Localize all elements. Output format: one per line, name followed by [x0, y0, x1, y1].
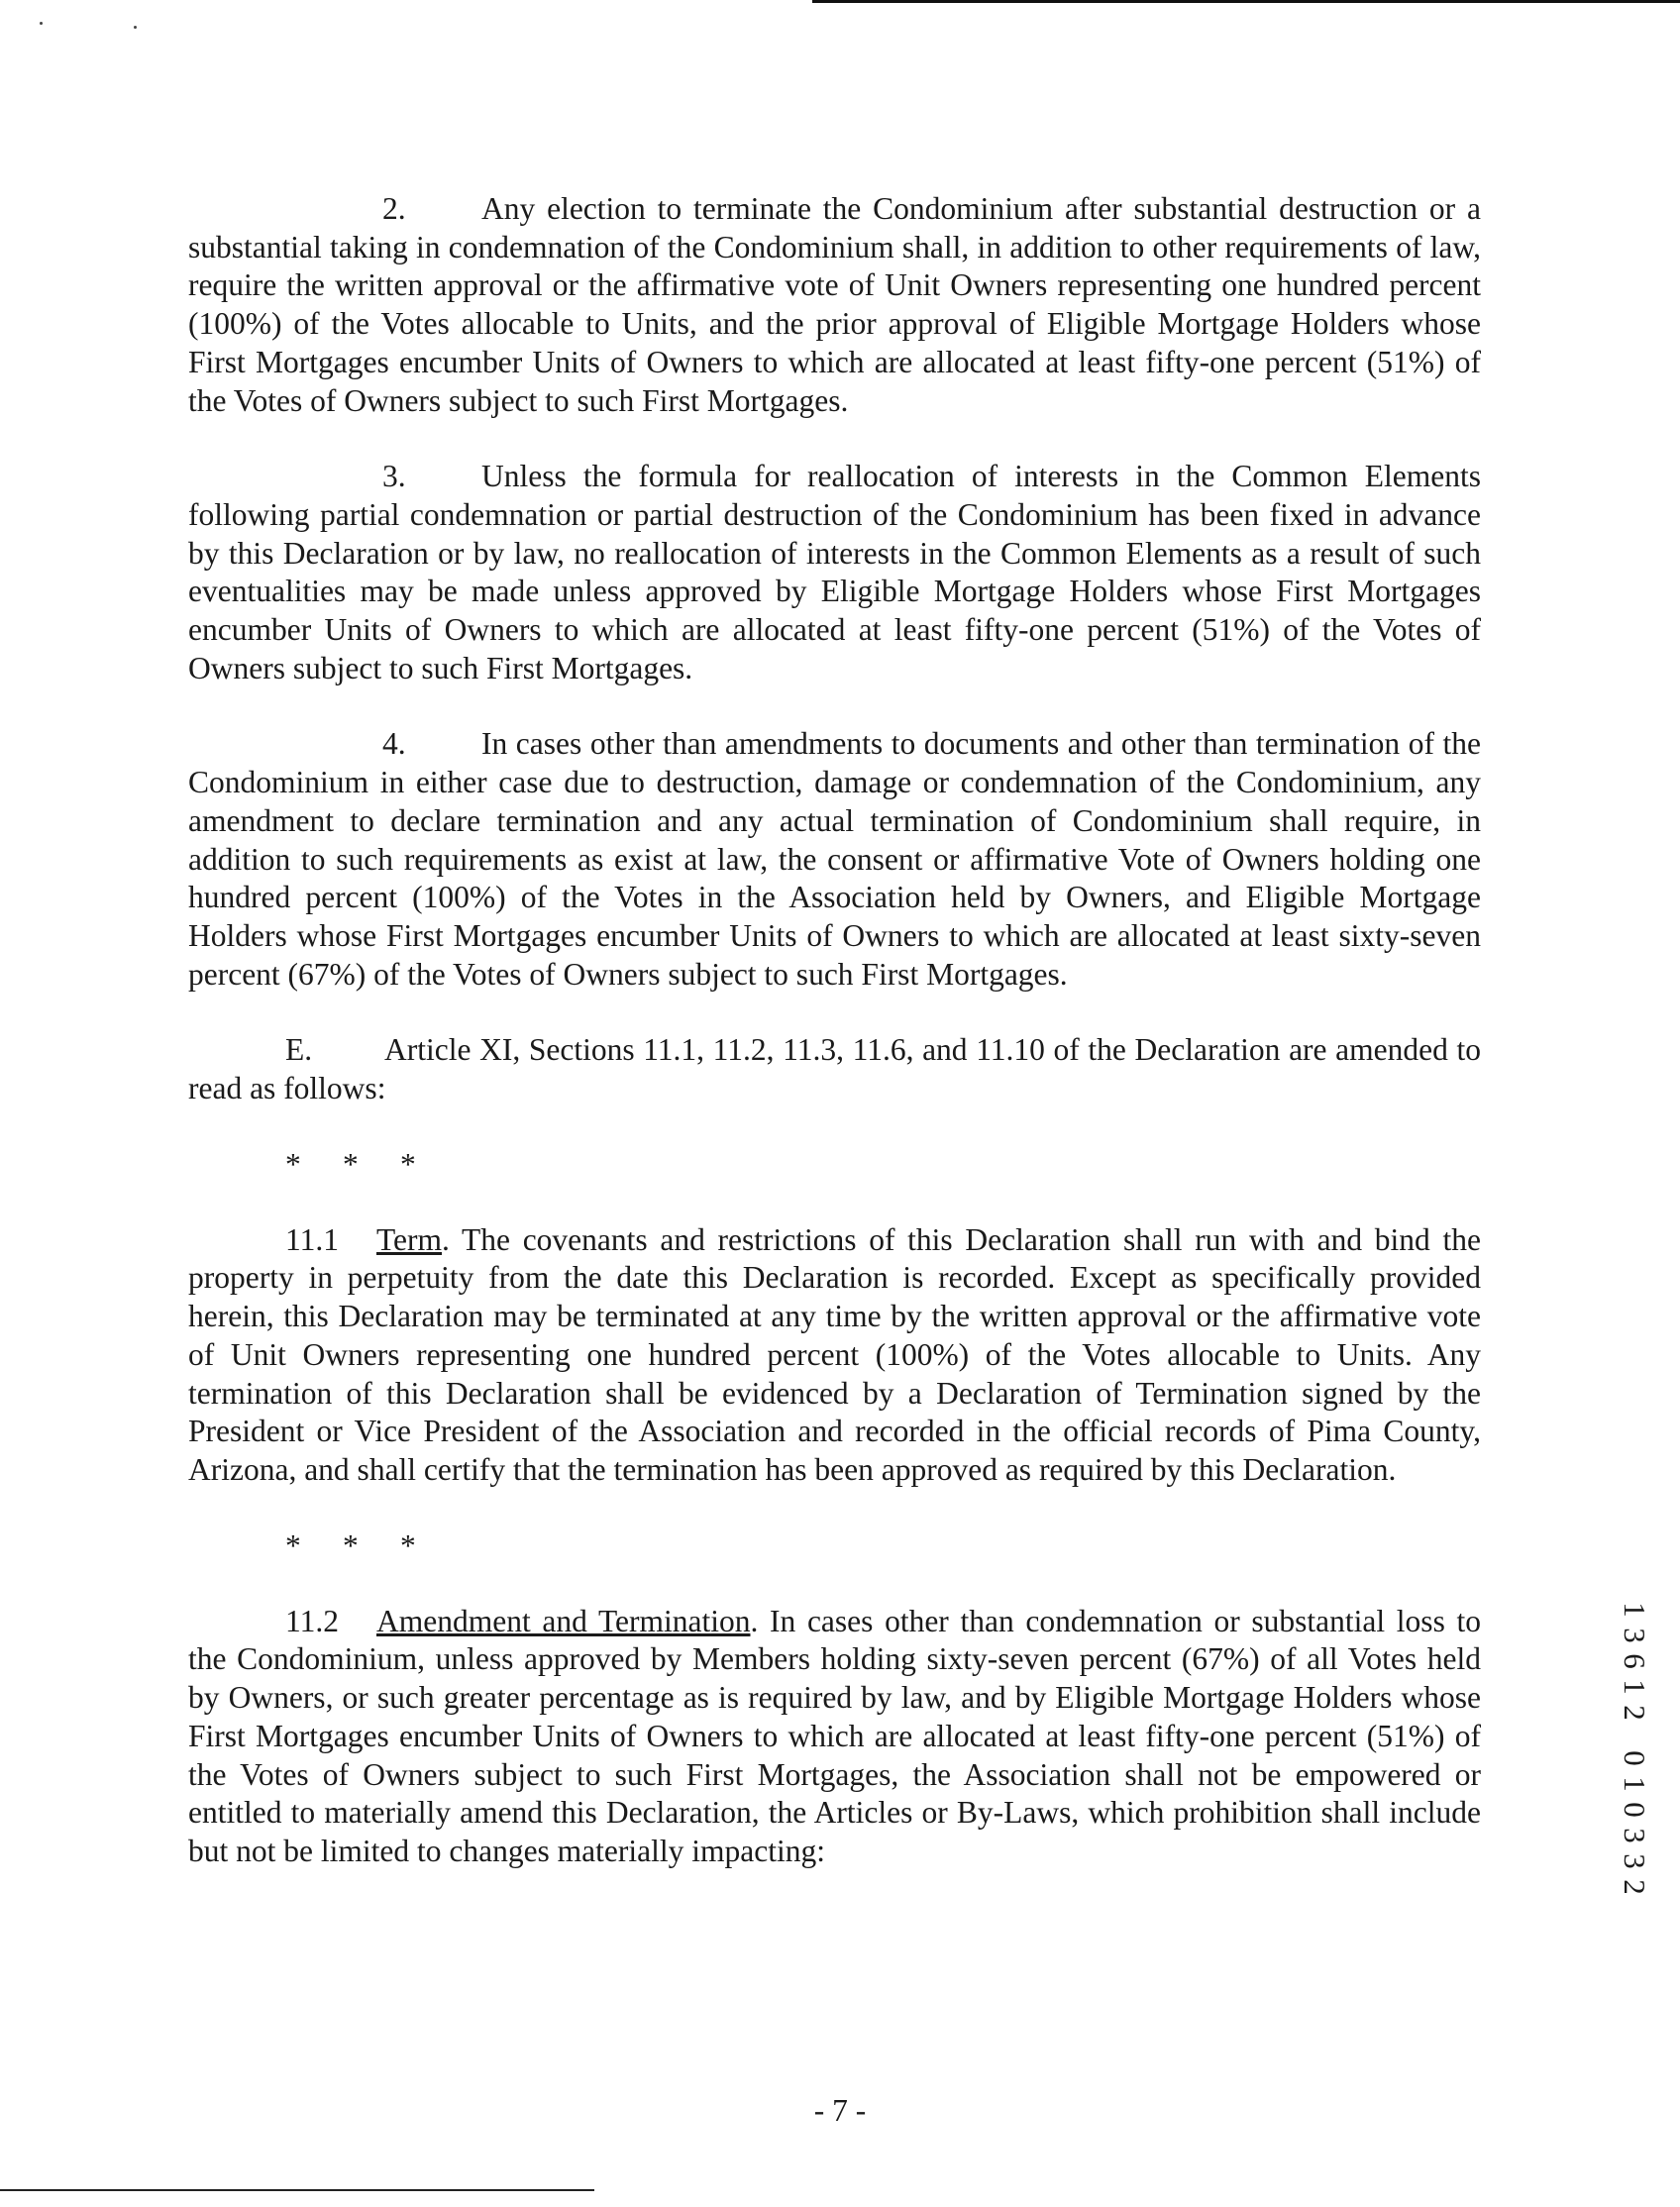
section-separator	[188, 1146, 1481, 1184]
paragraph-4	[188, 725, 1481, 994]
paragraph-text: Unless the formula for reallocation of interests in the Common Elements following partial condemnation or partial destruction of the Condominium has been fixed in advance by this Declaration or by law, no reallocation of interests in the Common Elements as a result of such eventualities may be made unless approved by Eligible Mortgage Holders whose First Mortgages encumber Units of Owners to which are allocated at least fifty-one percent (51%) of the Votes of Owners subject to such First Mortgages.	[188, 459, 1481, 685]
section-number: 11.1	[285, 1221, 339, 1257]
paragraph-number: 3.	[382, 459, 406, 494]
stamp-digit: 3	[1618, 1853, 1652, 1869]
scan-speck	[134, 26, 137, 29]
page-number: - 7 -	[813, 2093, 867, 2128]
paragraph-text: In cases other than amendments to documents and other than termination of the Condominium in either case due to destruction, damage or condemnation of the Condominium, any amendment to declare termination and any actual termination of Condominium shall require, in addition to such requirements as exist at law, the consent or affirmative Vote of Owners holding one hundred percent (100%) of the Votes in the Association held by Owners, and Eligible Mortgage Holders whose First Mortgages encumber Units of Owners to which are allocated at least sixty-seven percent (67%) of the Votes of Owners subject to such First Mortgages.	[188, 726, 1481, 992]
section-11-1	[188, 1221, 1481, 1490]
section-text: . In cases other than condemnation or substantial loss to the Condominium, unless approved by Members holding sixty-seven percent (67%) of all Votes held by Owners, or such greater percentage as is required by law, and by Eligible Mortgage Holders whose First Mortgages encumber Units of Owners to which are allocated at least fifty-one percent (51%) of the Votes of Owners subject to such First Mortgages, the Association shall not be empowered or entitled to materially amend this Declaration, the Articles or By-Laws, which prohibition shall include but not be limited to changes materially impacting:	[188, 1603, 1481, 1868]
top-scan-rule	[812, 0, 1680, 3]
section-heading: Term	[376, 1221, 443, 1257]
paragraph-2	[188, 190, 1481, 420]
asterisk: *	[343, 1146, 359, 1182]
bottom-scan-rule	[0, 2189, 594, 2191]
stamp-digit: 2	[1618, 1705, 1652, 1721]
section-separator	[188, 1527, 1481, 1565]
stamp-digit: 2	[1618, 1879, 1652, 1895]
paragraph-text: Any election to terminate the Condominium after substantial destruction or a substantial taking in condemnation of the Condominium shall, in addition to other requirements of law, require the written approval or the affirmative vote of Unit Owners representing one hundred percent (100%) of the Votes allocable to Units, and the prior approval of Eligible Mortgage Holders whose First Mortgages encumber Units of Owners to which are allocated at least fifty-one percent (51%) of the Votes of Owners subject to such First Mortgages.	[188, 191, 1481, 418]
asterisk: *	[285, 1527, 301, 1563]
stamp-digit: 0	[1618, 1802, 1652, 1818]
paragraph-number: 2.	[382, 191, 406, 226]
section-11-2	[188, 1603, 1481, 1871]
stamp-digit: 1	[1618, 1602, 1652, 1618]
paragraph-number: 4.	[382, 726, 406, 762]
stamp-digit: 3	[1618, 1628, 1652, 1643]
paragraph-letter: E.	[285, 1032, 313, 1068]
stamp-digit: 6	[1618, 1653, 1652, 1669]
asterisk: *	[285, 1146, 301, 1182]
recording-number-stamp	[1615, 1597, 1654, 1900]
stamp-digit: 1	[1618, 1776, 1652, 1792]
asterisk: *	[400, 1527, 416, 1563]
asterisk: *	[400, 1146, 416, 1182]
stamp-digit: 1	[1618, 1679, 1652, 1695]
asterisk: *	[343, 1527, 359, 1563]
document-body	[188, 190, 1481, 1909]
paragraph-3	[188, 458, 1481, 687]
section-text: . The covenants and restrictions of this Declaration shall run with and bind the property in perpetuity from the date this Declaration is recorded. Except as specifically provided herein, this Declaration may be terminated at any time by the written approval or the affirmative vote of Unit Owners representing one hundred percent (100%) of the Votes allocable to Units. Any termination of this Declaration shall be evidenced by a Declaration of Termination signed by the President or Vice President of the Association and recorded in the official records of Pima County, Arizona, and shall certify that the termination has been approved as required by this Declaration.	[188, 1221, 1481, 1487]
scan-speck	[40, 22, 43, 25]
section-number: 11.2	[285, 1603, 339, 1638]
paragraph-text: Article XI, Sections 11.1, 11.2, 11.3, 11.6, and 11.10 of the Declaration are amended to read as follows:	[188, 1032, 1481, 1106]
stamp-digit: 0	[1618, 1750, 1652, 1766]
stamp-digit: 3	[1618, 1828, 1652, 1843]
section-heading: Amendment and Termination	[376, 1603, 751, 1638]
paragraph-e	[188, 1031, 1481, 1107]
